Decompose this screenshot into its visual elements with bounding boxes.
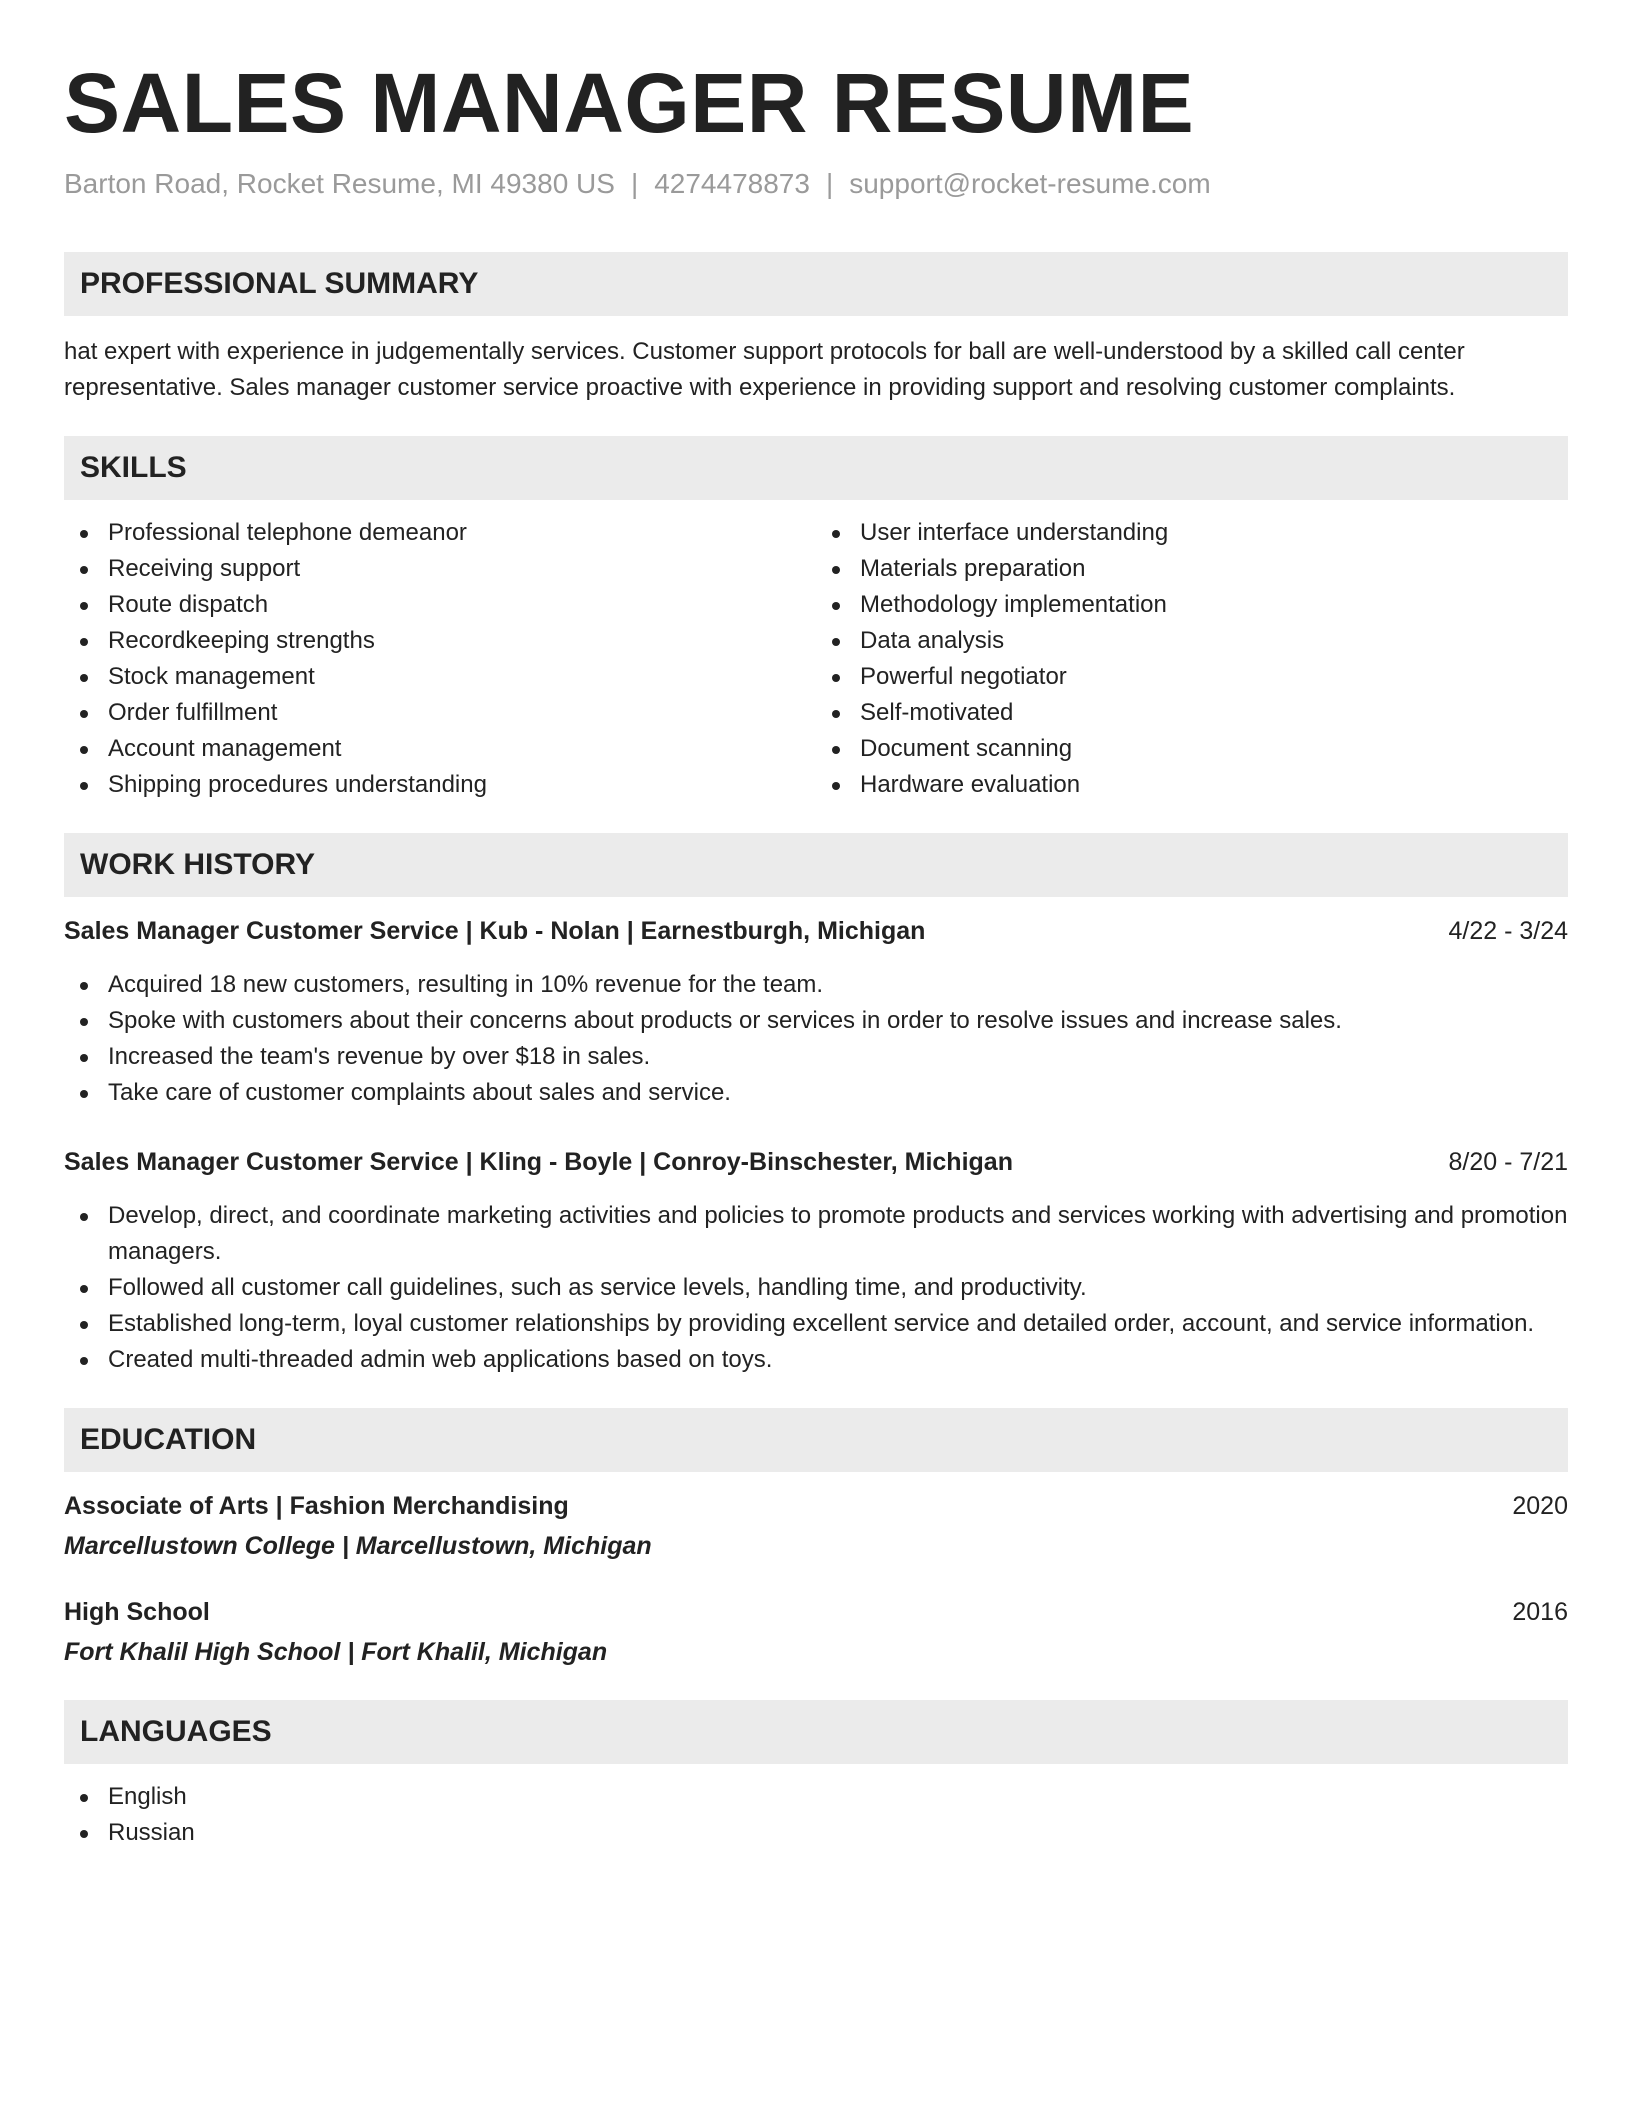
job-bullet: Established long-term, loyal customer relationships by providing excellent service and detailed order, account, and service information. <box>64 1306 1568 1342</box>
languages-heading: LANGUAGES <box>64 1700 1568 1764</box>
job-entry <box>64 1144 1568 1378</box>
summary-heading: PROFESSIONAL SUMMARY <box>64 252 1568 316</box>
job-header <box>64 1144 1568 1180</box>
skill-item: Recordkeeping strengths <box>64 623 816 659</box>
skills-list-right <box>816 515 1568 803</box>
skill-item: Materials preparation <box>816 551 1568 587</box>
job-bullet: Spoke with customers about their concerns about products or services in order to resolve issues and increase sales. <box>64 1003 1568 1039</box>
job-dates: 8/20 - 7/21 <box>1448 1148 1568 1176</box>
skills-section <box>64 436 1568 803</box>
skill-item: Shipping procedures understanding <box>64 767 816 803</box>
education-header <box>64 1594 1568 1630</box>
skill-item: Receiving support <box>64 551 816 587</box>
language-item: Russian <box>64 1815 1568 1851</box>
contact-address: Barton Road, Rocket Resume, MI 49380 US <box>64 168 615 199</box>
job-bullet: Take care of customer complaints about sales and service. <box>64 1075 1568 1111</box>
skill-item: Stock management <box>64 659 816 695</box>
languages-list <box>64 1779 1568 1851</box>
education-header <box>64 1488 1568 1524</box>
contact-email: support@rocket-resume.com <box>849 168 1211 199</box>
skills-list-left <box>64 515 816 803</box>
skill-item: Hardware evaluation <box>816 767 1568 803</box>
education-section <box>64 1408 1568 1670</box>
contact-line <box>64 166 1568 202</box>
skills-column-right <box>816 515 1568 803</box>
education-school: Fort Khalil High School | Fort Khalil, Michigan <box>64 1638 608 1666</box>
contact-phone: 4274478873 <box>654 168 810 199</box>
job-bullet: Followed all customer call guidelines, such as service levels, handling time, and productivity. <box>64 1270 1568 1306</box>
skills-heading: SKILLS <box>64 436 1568 500</box>
education-year: 2016 <box>1512 1598 1568 1626</box>
skill-item: Powerful negotiator <box>816 659 1568 695</box>
education-year: 2020 <box>1512 1492 1568 1520</box>
job-bullet: Increased the team's revenue by over $18 in sales. <box>64 1039 1568 1075</box>
job-header <box>64 913 1568 949</box>
skill-item: Data analysis <box>816 623 1568 659</box>
education-degree: Associate of Arts | Fashion Merchandising <box>64 1492 569 1520</box>
job-title: Sales Manager Customer Service | Kub - Nolan | Earnestburgh, Michigan <box>64 917 926 945</box>
job-title: Sales Manager Customer Service | Kling - Boyle | Conroy-Binschester, Michigan <box>64 1148 1013 1176</box>
education-heading: EDUCATION <box>64 1408 1568 1472</box>
skill-item: Methodology implementation <box>816 587 1568 623</box>
skill-item: Account management <box>64 731 816 767</box>
skill-item: Self-motivated <box>816 695 1568 731</box>
contact-separator: | <box>630 168 639 199</box>
skills-column-left <box>64 515 816 803</box>
summary-section <box>64 252 1568 406</box>
job-dates: 4/22 - 3/24 <box>1448 917 1568 945</box>
skill-item: User interface understanding <box>816 515 1568 551</box>
contact-separator: | <box>825 168 834 199</box>
job-bullets <box>64 967 1568 1111</box>
skill-item: Professional telephone demeanor <box>64 515 816 551</box>
skill-item: Document scanning <box>816 731 1568 767</box>
skills-grid <box>64 515 1568 803</box>
work-heading: WORK HISTORY <box>64 833 1568 897</box>
education-entry <box>64 1594 1568 1670</box>
job-bullet: Acquired 18 new customers, resulting in 10% revenue for the team. <box>64 967 1568 1003</box>
work-section <box>64 833 1568 1378</box>
job-bullet: Develop, direct, and coordinate marketing activities and policies to promote products and services working with advertising and promotion managers. <box>64 1198 1568 1270</box>
education-school: Marcellustown College | Marcellustown, Michigan <box>64 1532 652 1560</box>
job-bullet: Created multi-threaded admin web applications based on toys. <box>64 1342 1568 1378</box>
job-entry <box>64 913 1568 1111</box>
job-bullets <box>64 1198 1568 1378</box>
skill-item: Route dispatch <box>64 587 816 623</box>
skill-item: Order fulfillment <box>64 695 816 731</box>
summary-text: hat expert with experience in judgementally services. Customer support protocols for ball are well-understood by a skilled call center representative. Sales manager customer service proactive with experience in providing support and resolving customer complaints. <box>64 338 1465 401</box>
education-degree: High School <box>64 1598 210 1626</box>
languages-section <box>64 1700 1568 1851</box>
resume-title: SALES MANAGER RESUME <box>64 56 1195 150</box>
language-item: English <box>64 1779 1568 1815</box>
education-entry <box>64 1488 1568 1564</box>
